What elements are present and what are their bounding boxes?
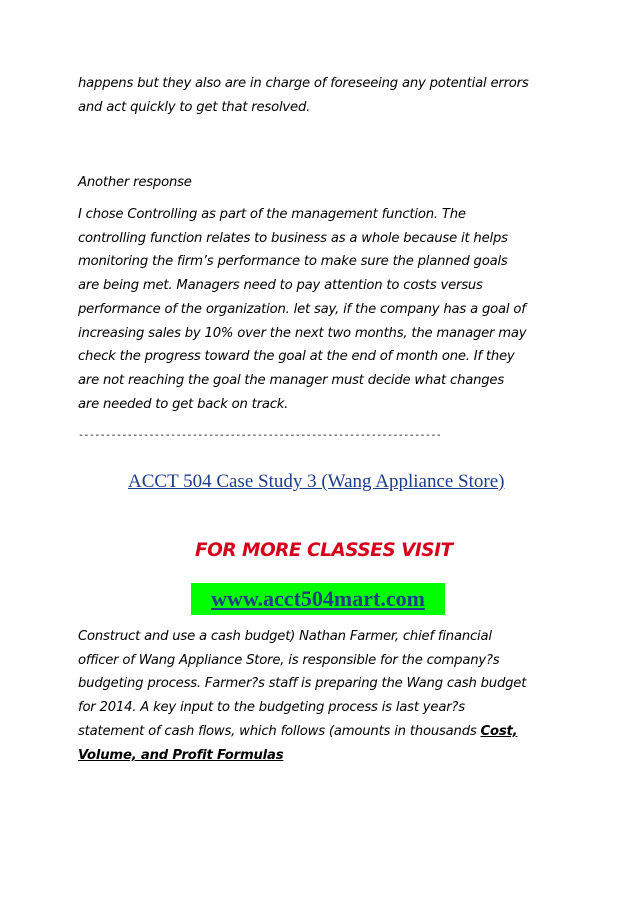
response-paragraph	[78, 203, 568, 416]
text-line: increasing sales by 10% over the next two months, the manager may	[78, 325, 527, 341]
case-study-link[interactable]: ACCT 504 Case Study 3 (Wang Appliance Store)	[128, 471, 505, 492]
promo-url-link[interactable]: www.acct504mart.com	[191, 583, 445, 615]
text-line: monitoring the firm’s performance to make sure the planned goals	[78, 254, 508, 270]
intro-paragraph	[78, 72, 568, 119]
case-paragraph	[78, 625, 568, 767]
promo-title: FOR MORE CLASSES VISIT	[195, 540, 453, 561]
formulas-link-part-1[interactable]: Cost,	[480, 723, 518, 739]
text-line: performance of the organization. let say, if the company has a goal of	[78, 301, 526, 317]
text-line: I chose Controlling as part of the management function. The	[78, 207, 466, 222]
text-line: for 2014. A key input to the budgeting process is last year?s	[78, 700, 465, 716]
text-line	[78, 720, 568, 744]
text-line: happens but they also are in charge of foreseeing any potential errors	[78, 76, 529, 91]
text-line: budgeting process. Farmer?s staff is preparing the Wang cash budget	[78, 676, 527, 692]
text-line: officer of Wang Appliance Store, is responsible for the company?s	[78, 652, 500, 668]
formulas-link-part-2[interactable]: Volume, and Profit Formulas	[78, 747, 284, 763]
text-line: Construct and use a cash budget) Nathan Farmer, chief financial	[78, 629, 492, 644]
text-line: are needed to get back on track.	[78, 396, 289, 412]
text-line: and act quickly to get that resolved.	[78, 99, 311, 115]
text-fragment: statement of cash flows, which follows (amounts in thousands	[78, 723, 481, 739]
text-line: controlling function relates to business as a whole because it helps	[78, 230, 508, 246]
text-line: check the progress toward the goal at the end of month one. If they	[78, 349, 515, 365]
response-label: Another response	[78, 175, 192, 190]
text-line: are not reaching the goal the manager must decide what changes	[78, 372, 505, 388]
text-line: are being met. Managers need to pay attention to costs versus	[78, 278, 483, 294]
section-divider: -------------------------------------------------------------------	[78, 430, 442, 441]
